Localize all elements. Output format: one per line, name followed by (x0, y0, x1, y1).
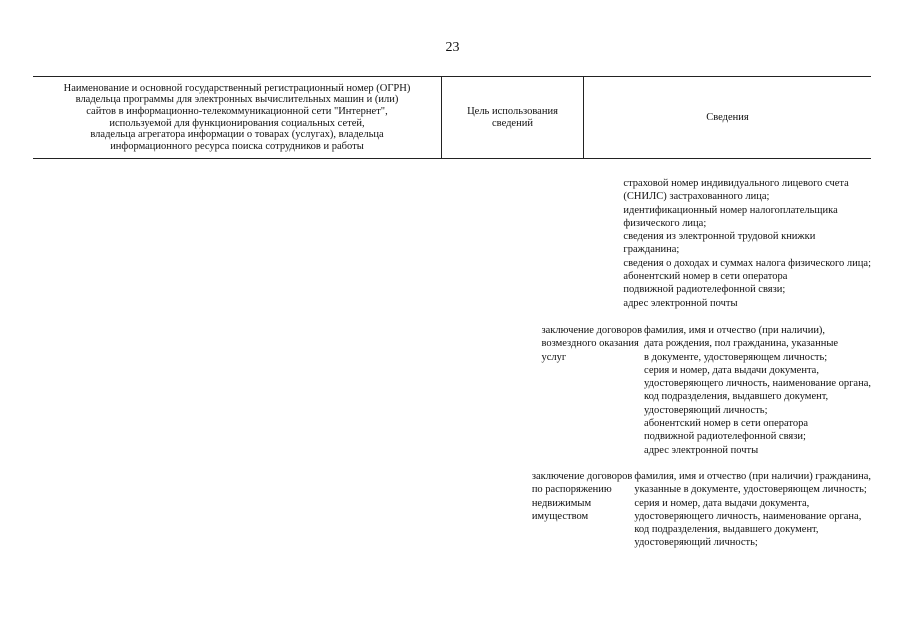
info-line: гражданина; (623, 244, 680, 256)
header-owner-line: сайтов в информационно-телекоммуникационной сети "Интернет", (86, 105, 388, 117)
info-line: (СНИЛС) застрахованного лица; (623, 191, 770, 203)
table-row (33, 470, 871, 550)
info-line: серия и номер, дата выдачи документа, (634, 497, 810, 509)
info-cell (621, 177, 871, 310)
info-line: код подразделения, выдавшего документ, (634, 524, 819, 536)
header-owner-line: используемой для функционирования социальных сетей, (109, 117, 365, 129)
purpose-cell (535, 324, 642, 457)
header-purpose-line: сведений (492, 117, 533, 129)
purpose-line: имуществом (531, 510, 589, 522)
table-row (33, 324, 871, 457)
purpose-line: по распоряжению (531, 484, 612, 496)
info-line: серия и номер, дата выдачи документа, (644, 364, 819, 376)
info-line: код подразделения, выдавшего документ, (644, 391, 829, 403)
info-line: сведения из электронной трудовой книжки (623, 231, 816, 243)
header-owner-line: Наименование и основной государственный регистрационный номер (ОГРН) (63, 82, 411, 94)
page-number: 23 (445, 40, 460, 55)
data-table (33, 76, 871, 550)
info-line: в документе, удостоверяющем личность; (644, 351, 828, 363)
table-row (33, 177, 871, 310)
header-purpose-text (467, 106, 558, 129)
info-line: указанные в документе, удостоверяющем личность; (634, 484, 867, 496)
purpose-line: возмездного оказания (541, 338, 639, 350)
header-owner-line: владельца программы для электронных вычислительных машин и (или) (75, 94, 399, 106)
info-line: адрес электронной почты (623, 297, 738, 309)
header-purpose-column (441, 77, 584, 158)
info-line: удостоверяющий личность; (644, 404, 768, 416)
header-owner-text (64, 83, 411, 153)
header-info-column (584, 77, 871, 158)
purpose-cell (533, 177, 621, 310)
info-line: фамилия, имя и отчество (при наличии), (644, 324, 826, 336)
info-cell (632, 470, 871, 550)
info-line: подвижной радиотелефонной связи; (623, 284, 786, 296)
info-line: удостоверяющего личность, наименование органа, (634, 510, 862, 522)
info-cell (642, 324, 871, 457)
info-line: дата рождения, пол гражданина, указанные (644, 338, 839, 350)
header-owner-line: информационного ресурса поиска сотрудников и работы (110, 140, 364, 152)
info-line: подвижной радиотелефонной связи; (644, 431, 806, 443)
info-line: идентификационный номер налогоплательщика (623, 204, 838, 216)
table-body (33, 177, 871, 550)
table-header (33, 76, 871, 159)
purpose-cell (526, 470, 633, 550)
purpose-line: недвижимым (531, 497, 592, 509)
header-owner-line: владельца агрегатора информации о товарах (услугах), владельца (90, 129, 384, 141)
purpose-line: заключение договоров (531, 470, 633, 482)
info-line: абонентский номер в сети оператора (623, 271, 788, 283)
purpose-line: заключение договоров (541, 324, 643, 336)
info-line: удостоверяющего личность, наименование органа, (644, 378, 871, 390)
header-info-label: Сведения (706, 111, 749, 123)
info-line: адрес электронной почты (644, 444, 759, 456)
purpose-line: услуг (541, 351, 567, 363)
info-line: страховой номер индивидуального лицевого счета (623, 178, 849, 189)
info-line: сведения о доходах и суммах налога физического лица; (623, 257, 871, 269)
info-line: фамилия, имя и отчество (при наличии) гражданина, (634, 470, 871, 482)
info-line: абонентский номер в сети оператора (644, 418, 809, 430)
header-owner-column (33, 77, 441, 158)
info-line: удостоверяющий личность; (634, 537, 758, 549)
info-line: физического лица; (623, 217, 707, 229)
header-purpose-line: Цель использования (467, 105, 558, 117)
